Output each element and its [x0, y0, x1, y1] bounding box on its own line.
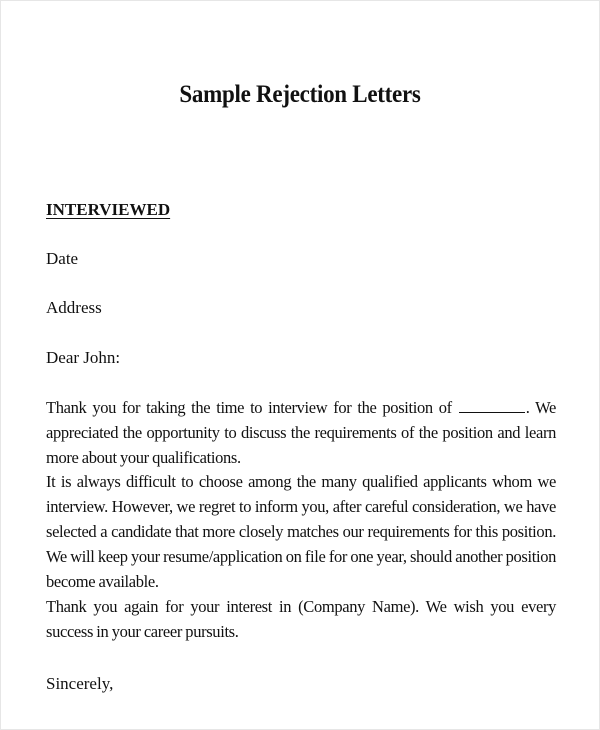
paragraph-3: Thank you again for your interest in (Company Name). We wish you every success in your career pursuits.: [46, 597, 556, 641]
paragraph-2: It is always difficult to choose among the many qualified applicants whom we interview. However, we regret to inform you, after careful consideration, we have selected a candidate that more closely matches our requirements for this position. We will keep your resume/application on file for one year, should another position become available.: [46, 472, 556, 591]
section-heading: INTERVIEWED: [46, 200, 171, 219]
closing: Sincerely,: [46, 674, 114, 693]
date-line: Date: [46, 249, 79, 268]
address-line: Address: [46, 298, 102, 317]
salutation: Dear John:: [46, 348, 121, 367]
paragraph-1: [46, 395, 556, 470]
document-title: Sample Rejection Letters: [179, 81, 421, 108]
paragraph-1-start: Thank you for taking the time to interview for the position of: [46, 398, 458, 417]
paragraph-1-end: . We appreciated the opportunity to discuss the requirements of the position and learn more about your qualifications.: [46, 398, 556, 467]
position-blank: [459, 399, 525, 413]
